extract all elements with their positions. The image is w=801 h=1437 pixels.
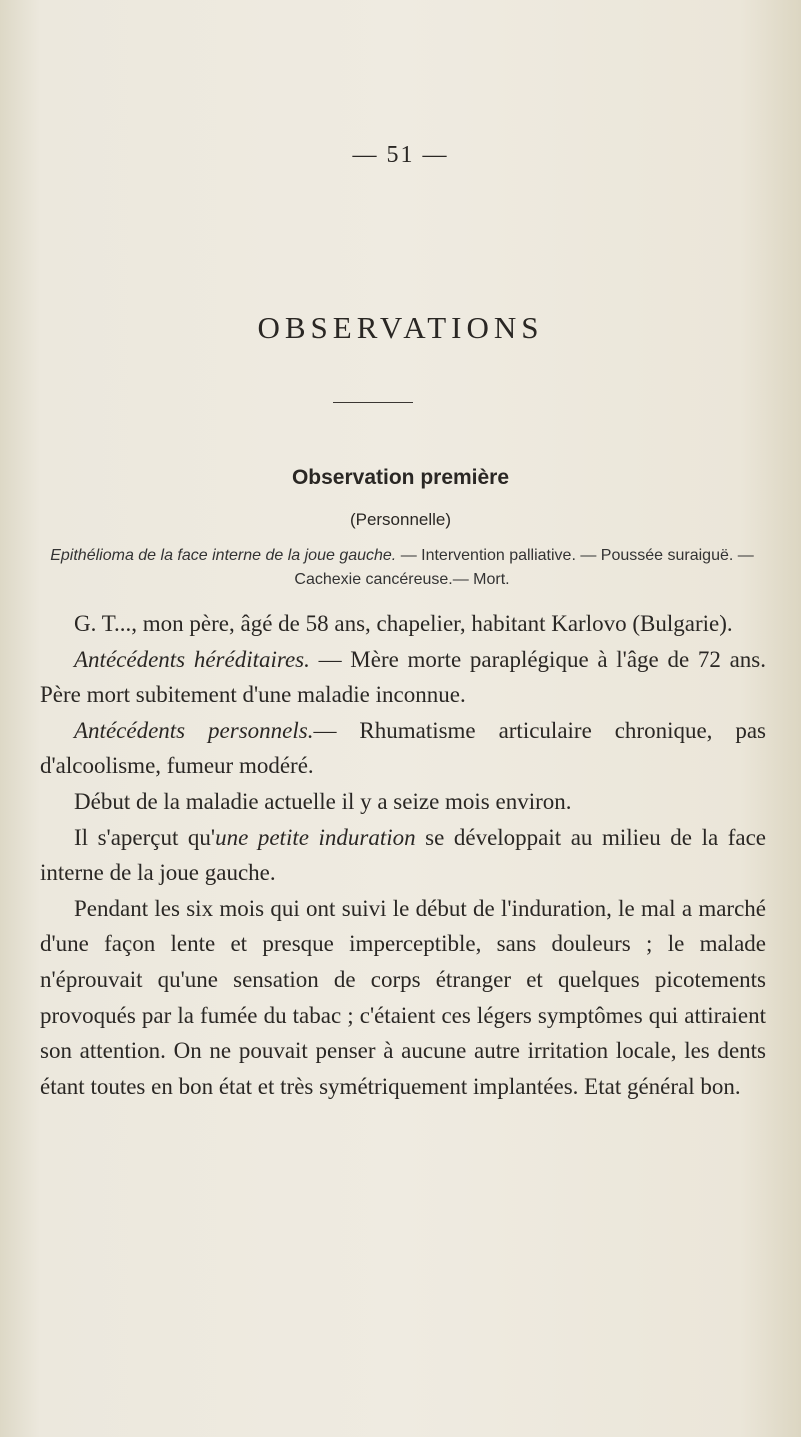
section-heading: OBSERVATIONS <box>257 310 544 345</box>
summary-diagnosis: Epithélioma de la face interne de la joue gauche. <box>50 547 397 564</box>
heading-divider <box>333 402 413 403</box>
induration-italic: une petite induration <box>215 824 416 850</box>
personal-label: Antécédents personnels. <box>74 717 314 743</box>
induration-after: se développait au milieu de la face interne de la joue gauche. <box>40 824 767 886</box>
observation-title: Observation première <box>291 466 510 489</box>
observation-subtitle: (Personnelle) <box>349 510 452 529</box>
paragraph-induration <box>40 820 766 891</box>
observation-body <box>40 606 766 1104</box>
induration-before: Il s'aperçut qu' <box>74 824 216 850</box>
paragraph-evolution: Pendant les six mois qui ont suivi le début de l'induration, le mal a marché d'une façon lente et presque imperceptible, sans douleurs ; le malade n'éprouvait qu'une sensation de corps étranger et quelques picotements provoqués par la fumée du tabac ; c'étaient ces légers symptômes qui attiraient son attention. On ne pouvait penser à aucune autre irritation locale, les dents étant toutes en bon état et très symétriquement implantées. Etat général bon. <box>40 895 766 1099</box>
paragraph-personal <box>40 713 766 784</box>
hereditary-label: Antécédents héréditaires. <box>74 646 310 672</box>
paragraph-onset: Début de la maladie actuelle il y a seize mois environ. <box>74 788 572 814</box>
paragraph-patient: G. T..., mon père, âgé de 58 ans, chapelier, habitant Karlovo (Bulgarie). <box>74 611 733 636</box>
hereditary-text: — Mère morte paraplégique à l'âge de 72 ans. Père mort subitement d'une maladie inconnue. <box>40 646 766 708</box>
paragraph-hereditary <box>40 642 766 713</box>
page-number: — 51 — <box>352 142 449 168</box>
personal-text: — Rhumatisme articulaire chronique, pas d'alcoolisme, fumeur modéré. <box>40 717 766 779</box>
observation-summary <box>42 544 762 592</box>
summary-course: — Intervention palliative. — Poussée suraiguë. — Cachexie cancéreuse.— Mort. <box>294 547 754 588</box>
